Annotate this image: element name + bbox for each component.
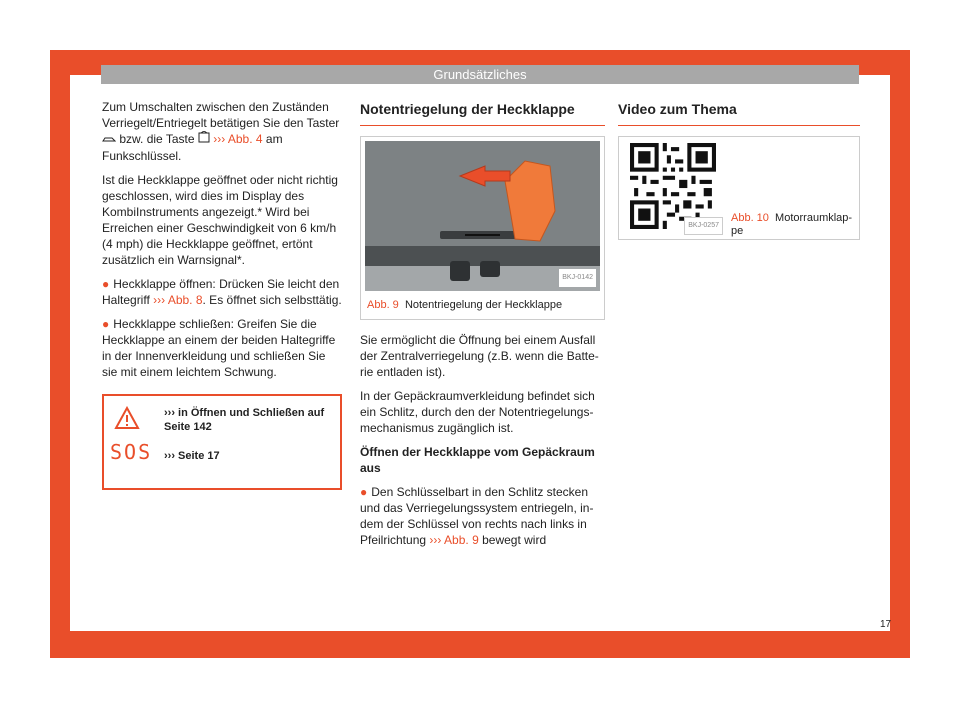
warning-triangle-icon [114,406,140,430]
warning-box [102,394,342,490]
subsection-title: Öffnen der Heckklappe vom Gepäckraum aus [360,445,595,475]
figure-reference[interactable]: ››› Abb. 8 [153,293,203,307]
warning-reference[interactable]: ››› in Öffnen und Schließen auf Seite 142 [164,407,325,433]
figure-reference[interactable]: ››› Abb. 9 [429,533,479,547]
chapter-header: Grundsätzliches [101,65,859,84]
column-right [618,99,860,240]
paragraph-display-warning: Ist die Heckklappe geöffnet oder nicht richtig geschlossen, wird dies im Display des KombiInstruments angezeigt.* Wird bei Erreichen einer Geschwindigkeit von 6 km/h (4 mph) die Heckklappe geöffnet, ertönt zusätzlich ein Warnsignal*. [102,173,338,267]
trunk-key-icon [198,131,210,148]
bullet-close: ● Heckklappe schließen: Greifen Sie die Heckklappe an einem der beiden Haltegriffe in der Innenverkleidung und schließen Sie sie mit einem leichtem Schwung. [102,317,336,379]
video-caption: Abb. 10 Motorraumklappe [731,212,853,237]
section-title: Notentriegelung der Heckklappe [360,99,605,126]
bullet-icon: ● [102,317,110,331]
figure-caption: Abb. 9 Notentriegelung der Heckklappe [367,299,563,311]
car-lock-icon [102,132,116,148]
bullet-icon: ● [360,485,368,499]
page-number: 17 [880,619,892,630]
bullet-icon: ● [102,277,110,291]
figure-code: BKJ-0142 [559,269,596,287]
figure-label: Abb. 9 [367,299,399,311]
video-figure[interactable] [618,136,860,240]
bullet-emergency-open: ● Den Schlüsselbart in den Schlitz stecken und das Verriegelungssystem entriegeln, indem der Schlüssel von rechts nach links in Pfeilrichtung ››› Abb. 9 bewegt wird [360,485,594,547]
sos-icon: SOS [110,440,153,464]
page-reference[interactable]: ››› Seite 17 [164,450,220,462]
bullet-open: ● Heckklappe öffnen: Drücken Sie leicht den Haltegriff ››› Abb. 8. Es öffnet sich selbsttätig. [102,277,342,307]
column-left [102,99,342,490]
column-middle [360,99,605,556]
paragraph-intro: Sie ermöglicht die Öffnung bei einem Ausfall der Zentralverriegelung (z.B. wenn die Batterie entladen ist). [360,333,599,379]
figure-9 [360,136,605,320]
figure-reference[interactable]: ››› Abb. 4 [213,132,263,146]
paragraph-toggle: Zum Umschalten zwischen den Zuständen Verriegelt/Entriegelt betätigen Sie den Taster bzw. die Taste ››› Abb. 4 am Funkschlüssel. [102,100,340,163]
section-title: Video zum Thema [618,99,860,126]
qr-code-image[interactable] [623,141,723,235]
qr-code-label: BKJ-0257 [684,217,723,235]
paragraph-slot: In der Gepäckraumverkleidung befindet sich ein Schlitz, durch den der Notentriegelungsmechanismus zugänglich ist. [360,389,595,435]
trunk-release-illustration [365,141,600,291]
figure-label: Abb. 10 [731,212,769,224]
